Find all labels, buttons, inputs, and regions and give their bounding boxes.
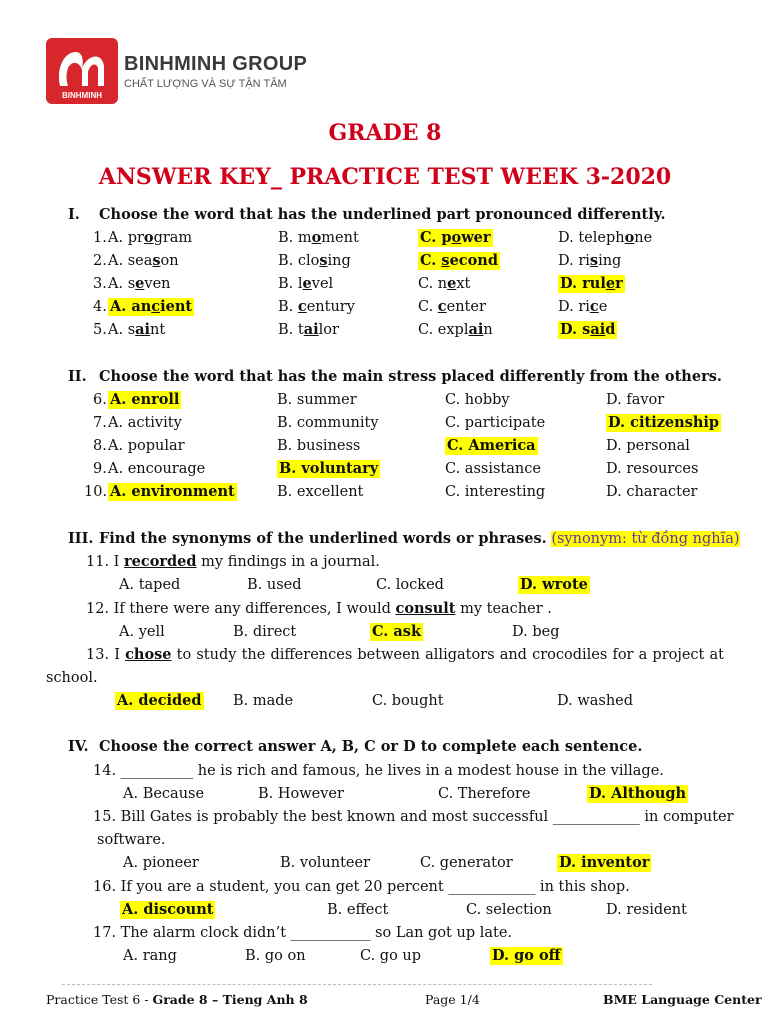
q16-option-b: B. effect xyxy=(327,902,389,918)
q11-option-a: A. taped xyxy=(119,577,181,593)
q13-option-a-answer: A. decided xyxy=(117,692,202,709)
q7-option-b: B. community xyxy=(277,415,379,431)
question-12 xyxy=(86,600,552,618)
q12-option-c-answer: C. ask xyxy=(372,623,421,640)
q5-option-a: A. saint xyxy=(108,321,166,338)
q2-option-d: D. rising xyxy=(558,252,622,269)
q12-option-a: A. yell xyxy=(119,624,165,640)
q12-option-d: D. beg xyxy=(512,624,560,640)
underlined-letters: ai xyxy=(135,321,151,338)
underlined-letters: e xyxy=(447,275,457,292)
q6-option-c: C. hobby xyxy=(445,392,510,408)
section-2-question-number: 7. xyxy=(93,415,107,431)
q4-option-a-answer: A. ancient xyxy=(110,298,193,315)
q11-option-b: B. used xyxy=(247,577,302,593)
section-2-question-number: 8. xyxy=(93,438,107,454)
q14-option-c: C. Therefore xyxy=(438,786,531,802)
footer-test-label: Practice Test 6 - xyxy=(46,992,153,1007)
q13-option-c: C. bought xyxy=(372,693,444,709)
question-13 xyxy=(86,646,724,664)
q11-underlined-word: recorded xyxy=(124,553,197,570)
section-1-question-number: 1. xyxy=(93,230,107,246)
q8-option-d: D. personal xyxy=(606,438,690,454)
q3-option-c: C. next xyxy=(418,275,471,292)
underlined-letters: ai xyxy=(303,321,319,338)
underlined-letters: s xyxy=(152,252,161,269)
q13-continuation: school. xyxy=(46,670,98,686)
q14-option-a: A. Because xyxy=(123,786,205,802)
section-2-question-number: 9. xyxy=(93,461,107,477)
question-16: 16. If you are a student, you can get 20 percent ____________ in this shop. xyxy=(93,879,630,895)
q1-option-a: A. program xyxy=(108,229,193,246)
binhminh-logo-icon xyxy=(46,38,118,104)
q1-option-b: B. moment xyxy=(278,229,359,246)
q14-option-b: B. However xyxy=(258,786,344,802)
q5-option-c: C. explain xyxy=(418,321,493,338)
q9-option-d: D. resources xyxy=(606,461,699,477)
q8-option-b: B. business xyxy=(277,438,361,454)
q2-option-c-answer: C. second xyxy=(420,252,498,269)
section-2-number: II. xyxy=(68,368,87,385)
section-2-question-number: 6. xyxy=(93,392,107,408)
q4-option-c: C. center xyxy=(418,298,486,315)
q7-option-c: C. participate xyxy=(445,415,546,431)
q11-option-c: C. locked xyxy=(376,577,444,593)
section-3-heading-line xyxy=(99,530,740,548)
q10-option-b: B. excellent xyxy=(277,484,364,500)
q13-option-b: B. made xyxy=(233,693,294,709)
underlined-letters: ai xyxy=(590,321,606,338)
underlined-letters: ai xyxy=(468,321,484,338)
underlined-letters: o xyxy=(451,229,462,246)
q7-option-d-answer: D. citizenship xyxy=(608,414,720,431)
question-11 xyxy=(86,553,380,571)
q15-option-b: B. volunteer xyxy=(280,855,371,871)
underlined-letters: s xyxy=(319,252,328,269)
footer-center-name: BME Language Center xyxy=(603,992,762,1007)
section-4-number: IV. xyxy=(68,738,89,755)
section-2-heading: Choose the word that has the main stress placed differently from the others. xyxy=(99,368,722,385)
q17-option-d-answer: D. go off xyxy=(492,947,561,964)
underlined-letters: e xyxy=(605,275,616,292)
q2-option-a: A. season xyxy=(108,252,179,269)
q1-option-d: D. telephone xyxy=(558,229,653,246)
q15-continuation: software. xyxy=(97,832,166,848)
logo-mark-text: BINHMINH xyxy=(62,91,102,100)
q16-option-c: C. selection xyxy=(466,902,552,918)
q6-option-b: B. summer xyxy=(277,392,357,408)
q9-option-c: C. assistance xyxy=(445,461,541,477)
section-3-heading: Find the synonyms of the underlined words or phrases. xyxy=(99,530,547,547)
section-2-question-number: 10. xyxy=(84,484,108,500)
q7-option-a: A. activity xyxy=(108,415,182,431)
underlined-letters: s xyxy=(589,252,599,269)
section-1-question-number: 5. xyxy=(93,322,107,338)
q15-option-d-answer: D. inventor xyxy=(559,854,650,871)
q11-post: my findings in a journal. xyxy=(196,554,380,570)
q11-option-d-answer: D. wrote xyxy=(520,576,588,593)
section-1-question-number: 4. xyxy=(93,299,107,315)
section-1-question-number: 2. xyxy=(93,253,107,269)
q13-underlined-word: chose xyxy=(125,646,172,663)
brand-name: BINHMINH GROUP xyxy=(124,53,308,75)
question-17: 17. The alarm clock didn’t ___________ so Lan got up late. xyxy=(93,925,513,941)
q16-option-d: D. resident xyxy=(606,902,687,918)
q14-option-d-answer: D. Although xyxy=(589,785,687,802)
underlined-letters: c xyxy=(297,298,307,315)
footer-page-number: Page 1/4 xyxy=(425,992,480,1007)
section-1-question-number: 3. xyxy=(93,276,107,292)
logo-mark xyxy=(46,38,118,104)
q3-option-d-answer: D. ruler xyxy=(560,275,623,292)
q12-post: my teacher . xyxy=(455,601,552,617)
footer-divider xyxy=(62,984,652,985)
q17-option-b: B. go on xyxy=(245,948,306,964)
q12-underlined-word: consult xyxy=(395,600,456,617)
underlined-letters: e xyxy=(135,275,145,292)
q8-option-c-answer: C. America xyxy=(447,437,536,454)
q11-pre: 11. I xyxy=(86,554,125,570)
q12-pre: 12. If there were any differences, I would xyxy=(86,601,396,617)
q12-option-b: B. direct xyxy=(233,624,297,640)
q16-option-a-answer: A. discount xyxy=(122,901,214,918)
underlined-letters: o xyxy=(624,229,635,246)
q2-option-b: B. closing xyxy=(278,252,351,269)
underlined-letters: o xyxy=(311,229,322,246)
question-15: 15. Bill Gates is probably the best known and most successful ____________ in computer xyxy=(93,809,734,825)
underlined-letters: c xyxy=(437,298,447,315)
q15-option-c: C. generator xyxy=(420,855,513,871)
footer-grade-label: Grade 8 – Tieng Anh 8 xyxy=(152,992,308,1007)
section-4-heading: Choose the correct answer A, B, C or D to complete each sentence. xyxy=(99,738,643,755)
q17-option-c: C. go up xyxy=(360,948,422,964)
q5-option-d-answer: D. said xyxy=(560,321,616,338)
q1-option-c-answer: C. power xyxy=(420,229,491,246)
synonym-note: (synonym: từ đồng nghĩa) xyxy=(551,531,740,547)
q13-post: to study the differences between alligators and crocodiles for a project at xyxy=(171,647,724,663)
q10-option-a-answer: A. environment xyxy=(110,483,235,500)
section-3-number: III. xyxy=(68,530,94,547)
q9-option-b-answer: B. voluntary xyxy=(279,460,379,477)
grade-title: GRADE 8 xyxy=(328,120,442,146)
underlined-letters: c xyxy=(151,298,161,315)
q10-option-c: C. interesting xyxy=(445,484,546,500)
q17-option-a: A. rang xyxy=(123,948,177,964)
q13-pre: 13. I xyxy=(86,647,126,663)
page-title: ANSWER KEY_ PRACTICE TEST WEEK 3-2020 xyxy=(98,164,672,190)
footer-left xyxy=(46,992,308,1007)
q3-option-b: B. level xyxy=(278,275,334,292)
section-1-number: I. xyxy=(68,206,80,223)
q9-option-a: A. encourage xyxy=(108,461,206,477)
q6-option-a-answer: A. enroll xyxy=(110,391,180,408)
underlined-letters: c xyxy=(589,298,599,315)
underlined-letters: e xyxy=(302,275,312,292)
q10-option-d: D. character xyxy=(606,484,698,500)
brand-slogan: CHẤT LƯỢNG VÀ SỰ TẬN TÂM xyxy=(124,78,287,90)
q6-option-d: D. favor xyxy=(606,392,665,408)
underlined-letters: s xyxy=(441,252,450,269)
q4-option-d: D. rice xyxy=(558,298,608,315)
underlined-letters: o xyxy=(143,229,154,246)
q4-option-b: B. century xyxy=(278,298,355,315)
section-1-heading: Choose the word that has the underlined part pronounced differently. xyxy=(99,206,666,223)
q8-option-a: A. popular xyxy=(108,438,185,454)
q13-option-d: D. washed xyxy=(557,693,634,709)
q3-option-a: A. seven xyxy=(108,275,171,292)
q15-option-a: A. pioneer xyxy=(123,855,199,871)
question-14: 14. __________ he is rich and famous, he lives in a modest house in the village. xyxy=(93,763,664,779)
q5-option-b: B. tailor xyxy=(278,321,339,338)
